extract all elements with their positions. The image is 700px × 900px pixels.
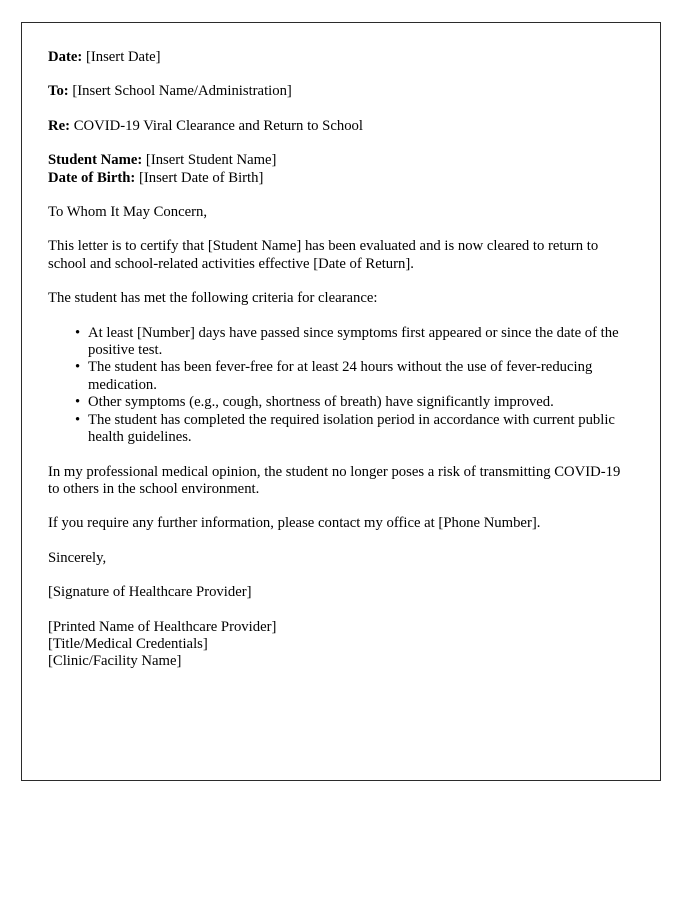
bullet-icon: • [75, 359, 81, 376]
paragraph-criteria-intro: The student has met the following criteria for clearance: [48, 290, 378, 307]
field-date-of-birth-value: [Insert Date of Birth] [138, 169, 264, 186]
signature-printed-name: [Printed Name of Healthcare Provider] [48, 618, 277, 635]
field-student-name-label: Student Name: [48, 152, 143, 169]
field-date-of-birth-label: Date of Birth: [48, 169, 136, 186]
list-item-text: The student has been fever-free for at least 24 hours without the use of fever-reducing medication. [88, 359, 593, 393]
field-to [48, 83, 634, 100]
paragraph-contact: If you require any further information, please contact my office at [Phone Number]. [48, 515, 541, 532]
list-item [48, 325, 634, 360]
field-student-name [48, 152, 634, 169]
signature-line: [Signature of Healthcare Provider] [48, 584, 252, 601]
list-item-text: The student has completed the required isolation period in accordance with current public health guidelines. [88, 411, 615, 446]
student-info-block [48, 152, 634, 187]
field-date-value: [Insert Date] [85, 49, 161, 65]
field-date [48, 49, 634, 66]
letter-content [22, 23, 660, 671]
paragraph-medical-opinion: In my professional medical opinion, the student no longer poses a risk of transmitting COVID-19 to others in the school environment. [48, 463, 621, 497]
list-item [48, 412, 634, 447]
field-re-value: COVID-19 Viral Clearance and Return to School [73, 117, 363, 134]
criteria-list [48, 325, 634, 447]
field-re-label: Re: [48, 117, 71, 134]
field-to-label: To: [48, 83, 69, 100]
list-item-text: Other symptoms (e.g., cough, shortness of breath) have significantly improved. [88, 394, 554, 411]
list-item [48, 359, 634, 394]
list-item [48, 394, 634, 411]
field-date-label: Date: [48, 49, 83, 65]
bullet-icon: • [75, 411, 81, 428]
field-re [48, 118, 634, 135]
signature-details [48, 619, 634, 671]
field-to-value: [Insert School Name/Administration] [72, 83, 292, 100]
closing: Sincerely, [48, 549, 107, 566]
list-item-text: At least [Number] days have passed since symptoms first appeared or since the date of the positive test. [88, 324, 619, 359]
letter-page [21, 22, 661, 781]
signature-credentials: [Title/Medical Credentials] [48, 635, 208, 652]
bullet-icon: • [75, 394, 81, 411]
signature-facility: [Clinic/Facility Name] [48, 653, 182, 670]
paragraph-certification: This letter is to certify that [Student Name] has been evaluated and is now cleared to return to school and school-related activities effective [Date of Return]. [48, 238, 599, 272]
field-date-of-birth [48, 170, 634, 187]
bullet-icon: • [75, 324, 81, 341]
field-student-name-value: [Insert Student Name] [145, 152, 277, 169]
salutation: To Whom It May Concern, [48, 204, 208, 221]
